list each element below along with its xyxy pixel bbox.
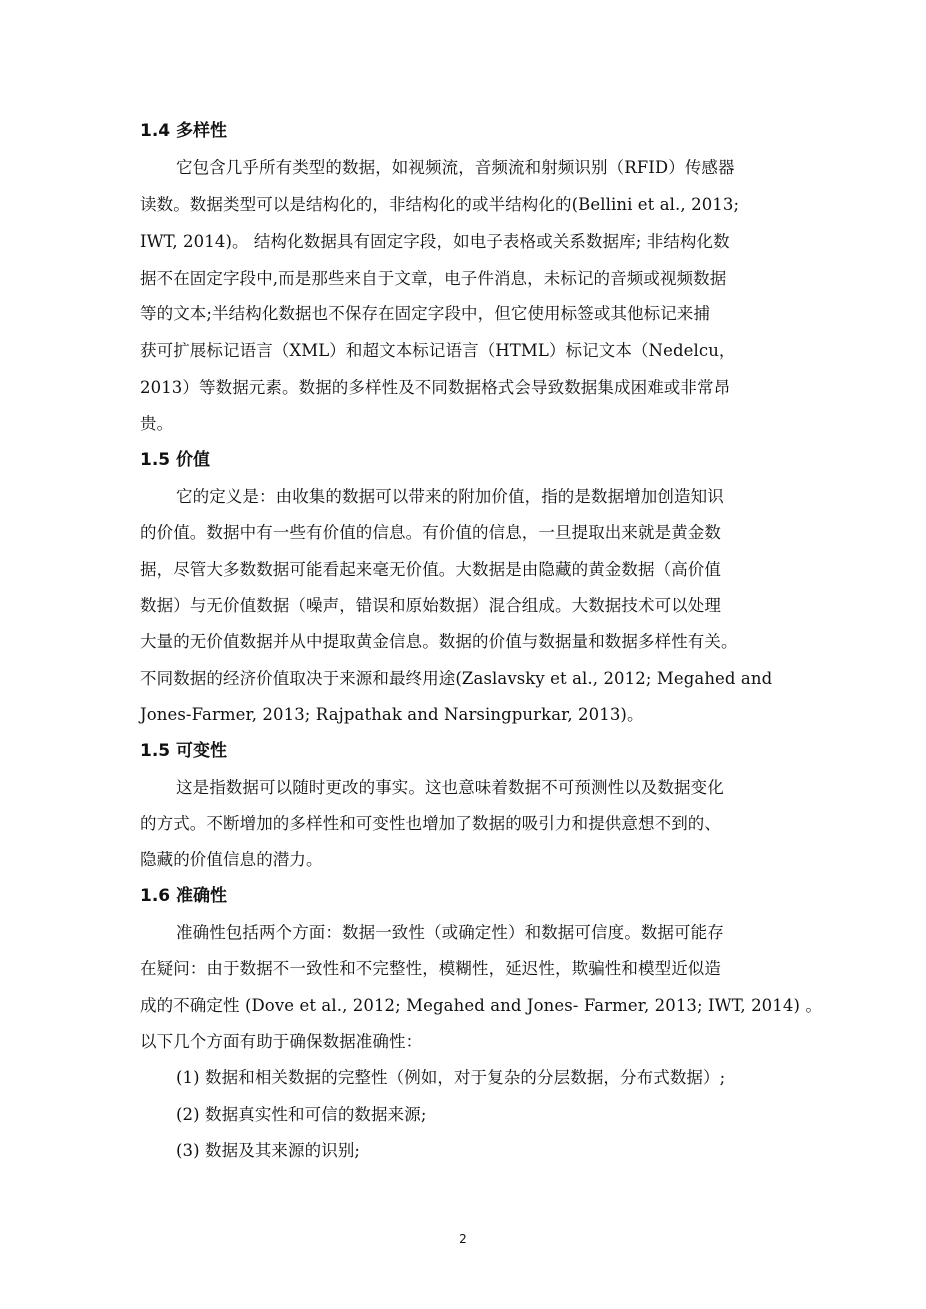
paragraph-line: 2013）等数据元素。数据的多样性及不同数据格式会导致数据集成困难或非常昂 xyxy=(140,378,731,397)
paragraph-line: 以下几个方面有助于确保数据准确性： xyxy=(140,1032,423,1051)
paragraph-line: 获可扩展标记语言（XML）和超文本标记语言（HTML）标记文本（Nedelcu， xyxy=(140,341,736,360)
section-heading-variability: 1.5 可变性 xyxy=(140,741,228,761)
paragraph-line: 贵。 xyxy=(140,414,174,433)
paragraph-line: 隐藏的价值信息的潜力。 xyxy=(140,850,323,869)
paragraph-line: Jones-Farmer, 2013; Rajpathak and Narsingpurkar, 2013)。 xyxy=(140,705,644,724)
paragraph-line: 成的不确定性 (Dove et al., 2012; Megahed and Jones- Farmer, 2013; IWT, 2014) 。 xyxy=(140,996,822,1015)
list-item: (3) 数据及其来源的识别; xyxy=(176,1141,361,1160)
section-heading-value: 1.5 价值 xyxy=(140,450,211,470)
paragraph-line: 据不在固定字段中,而是那些来自于文章，电子件消息，未标记的音频或视频数据 xyxy=(140,269,727,288)
list-item: (1) 数据和相关数据的完整性（例如，对于复杂的分层数据，分布式数据）; xyxy=(176,1068,726,1087)
page-number: 2 xyxy=(459,1232,467,1246)
paragraph-line: 等的文本;半结构化数据也不保存在固定字段中，但它使用标签或其他标记来捕 xyxy=(140,304,711,323)
paragraph-line: IWT, 2014)。 结构化数据具有固定字段，如电子表格或关系数据库; 非结构化数 xyxy=(140,232,730,251)
section-heading-variety: 1.4 多样性 xyxy=(140,121,228,141)
paragraph-line: 它的定义是：由收集的数据可以带来的附加价值，指的是数据增加创造知识 xyxy=(176,487,724,506)
paragraph-line: 据，尽管大多数数据可能看起来毫无价值。大数据是由隐藏的黄金数据（高价值 xyxy=(140,560,721,579)
paragraph-line: 数据）与无价值数据（噪声，错误和原始数据）混合组成。大数据技术可以处理 xyxy=(140,596,721,615)
paragraph-line: 的价值。数据中有一些有价值的信息。有价值的信息，一旦提取出来就是黄金数 xyxy=(140,523,721,542)
paragraph-line: 准确性包括两个方面：数据一致性（或确定性）和数据可信度。数据可能存 xyxy=(176,923,724,942)
paragraph-line: 在疑问：由于数据不一致性和不完整性，模糊性，延迟性，欺骗性和模型近似造 xyxy=(140,959,721,978)
paragraph-line: 的方式。不断增加的多样性和可变性也增加了数据的吸引力和提供意想不到的、 xyxy=(140,814,721,833)
section-heading-veracity: 1.6 准确性 xyxy=(140,886,228,906)
paragraph-line: 这是指数据可以随时更改的事实。这也意味着数据不可预测性以及数据变化 xyxy=(176,778,724,797)
paragraph-line: 它包含几乎所有类型的数据，如视频流，音频流和射频识别（RFID）传感器 xyxy=(176,158,735,177)
list-item: (2) 数据真实性和可信的数据来源; xyxy=(176,1105,427,1124)
paragraph-line: 读数。数据类型可以是结构化的，非结构化的或半结构化的(Bellini et al., 2013; xyxy=(140,195,740,214)
paragraph-line: 不同数据的经济价值取决于来源和最终用途(Zaslavsky et al., 2012; Megahed and xyxy=(140,669,773,688)
paragraph-line: 大量的无价值数据并从中提取黄金信息。数据的价值与数据量和数据多样性有关。 xyxy=(140,632,738,651)
